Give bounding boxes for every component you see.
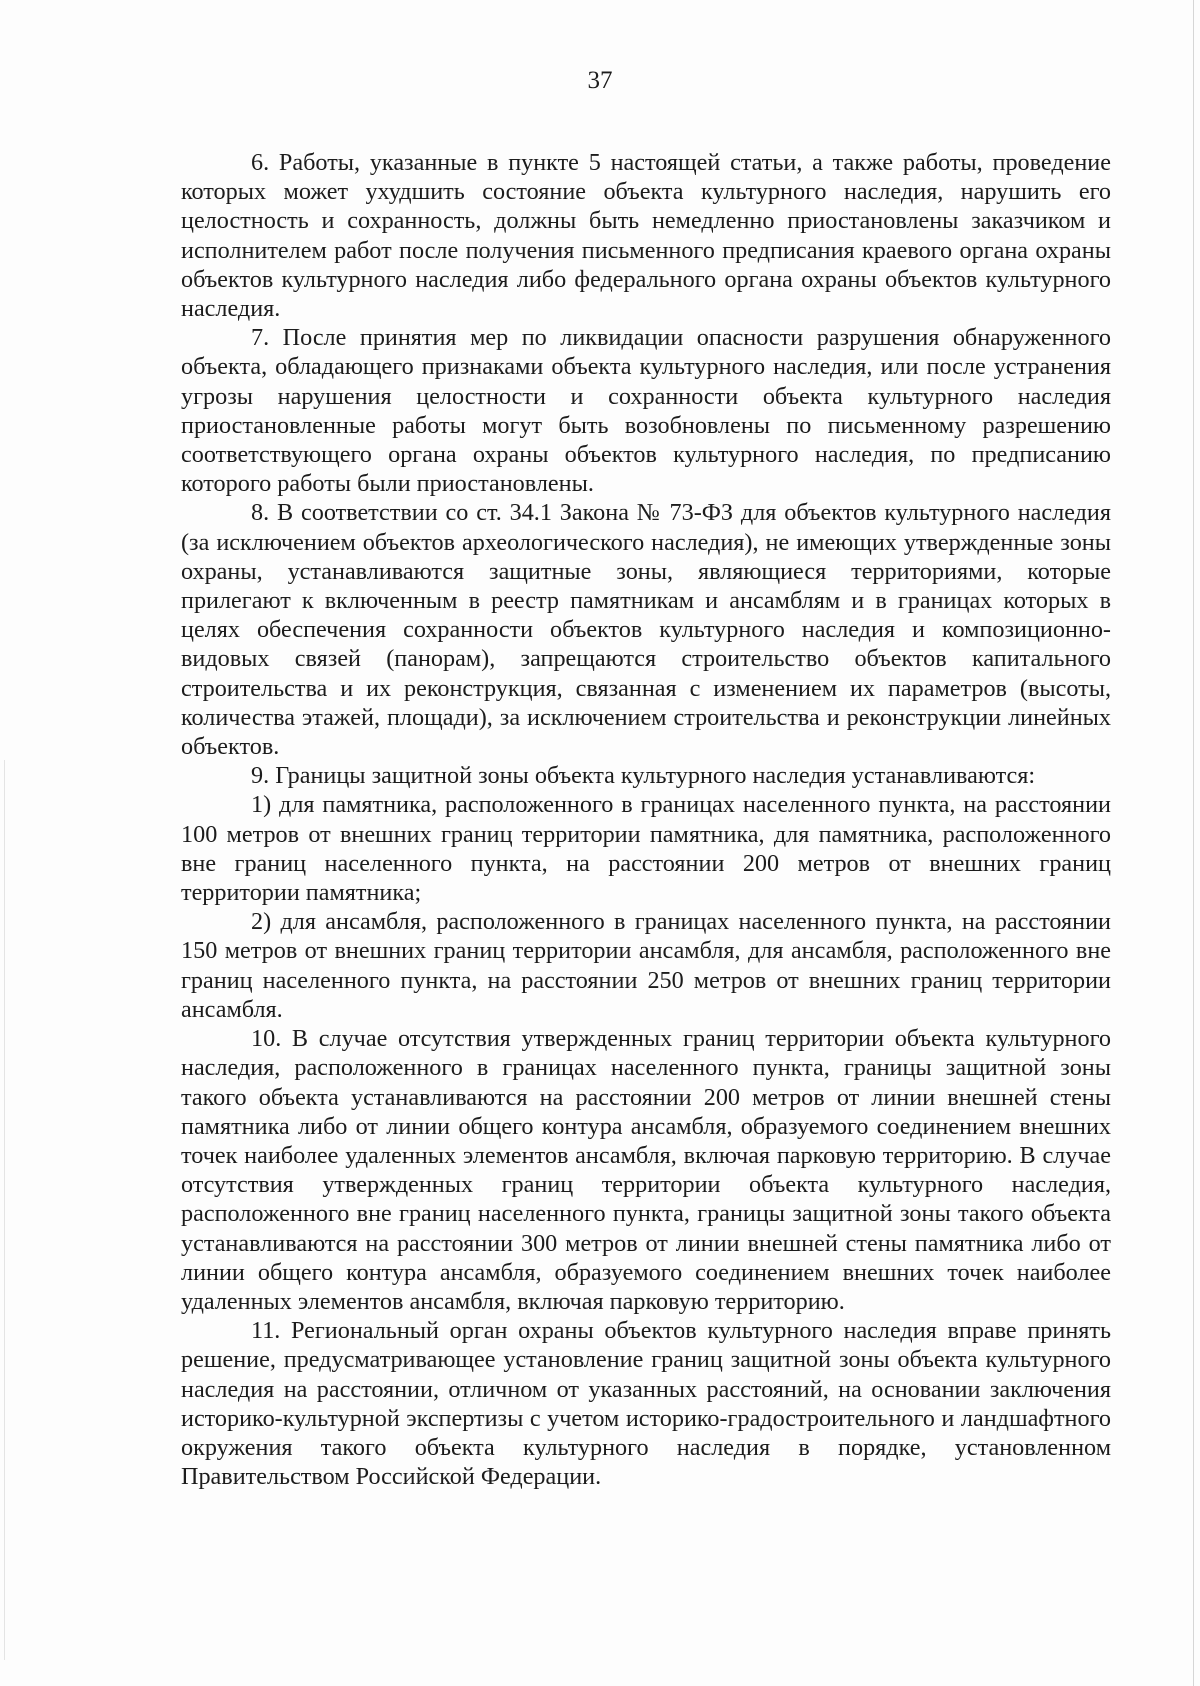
- page-number: 37: [587, 67, 613, 94]
- paragraph-9-item-2: 2) для ансамбля, расположенного в границах населенного пункта, на расстоянии 150 метров от внешних границ территории ансамбля, для ансамбля, расположенного вне границ населенного пункта, на расстоянии 250 метров от внешних границ территории ансамбля.: [181, 908, 1111, 1023]
- paragraph-6: 6. Работы, указанные в пункте 5 настоящей статьи, а также работы, проведение которых может ухудшить состояние объекта культурного наследия, нарушить его целостность и сохранность, должны быть немедленно приостановлены заказчиком и исполнителем работ после получения письменного предписания краевого органа охраны объектов культурного наследия либо федерального органа охраны объектов культурного наследия.: [181, 149, 1111, 323]
- paragraph-8: 8. В соответствии со ст. 34.1 Закона № 73-ФЗ для объектов культурного наследия (за исключением объектов археологического наследия), не имеющих утвержденные зоны охраны, устанавливаются защитные зоны, являющиеся территориями, которые прилегают к включенным в реестр памятникам и ансамблям и в границах которых в целях обеспечения сохранности объектов культурного наследия и композиционно-видовых связей (панорам), запрещаются строительство объектов капитального строительства и их реконструкция, связанная с изменением их параметров (высоты, количества этажей, площади), за исключением строительства и реконструкции линейных объектов.: [181, 499, 1111, 761]
- paragraph-11: 11. Региональный орган охраны объектов культурного наследия вправе принять решение, предусматривающее установление границ защитной зоны объекта культурного наследия на расстоянии, отличном от указанных расстояний, на основании заключения историко-культурной экспертизы с учетом историко-градостроительного и ландшафтного окружения такого объекта культурного наследия в порядке, установленном Правительством Российской Федерации.: [181, 1317, 1111, 1491]
- document-body: [181, 148, 1111, 1491]
- paragraph-9: 9. Границы защитной зоны объекта культурного наследия устанавливаются:: [251, 762, 1036, 790]
- scan-edge-line: [4, 760, 5, 1660]
- paragraph-7: 7. После принятия мер по ликвидации опасности разрушения обнаруженного объекта, обладающего признаками объекта культурного наследия, или после устранения угрозы нарушения целостности и сохранности объекта культурного наследия приостановленные работы могут быть возобновлены по письменному разрешению соответствующего органа охраны объектов культурного наследия, по предписанию которого работы были приостановлены.: [181, 324, 1111, 498]
- scan-edge-line: [1193, 0, 1194, 1686]
- paragraph-9-item-1: 1) для памятника, расположенного в границах населенного пункта, на расстоянии 100 метров от внешних границ территории памятника, для памятника, расположенного вне границ населенного пункта, на расстоянии 200 метров от внешних границ территории памятника;: [181, 791, 1111, 907]
- paragraph-10: 10. В случае отсутствия утвержденных границ территории объекта культурного наследия, расположенного в границах населенного пункта, границы защитной зоны такого объекта устанавливаются на расстоянии 200 метров от линии внешней стены памятника либо от линии общего контура ансамбля, образуемого соединением внешних точек наиболее удаленных элементов ансамбля, включая парковую территорию. В случае отсутствия утвержденных границ территории объекта культурного наследия, расположенного вне границ населенного пункта, границы защитной зоны такого объекта устанавливаются на расстоянии 300 метров от линии внешней стены памятника либо от линии общего контура ансамбля, образуемого соединением внешних точек наиболее удаленных элементов ансамбля, включая парковую территорию.: [181, 1025, 1111, 1315]
